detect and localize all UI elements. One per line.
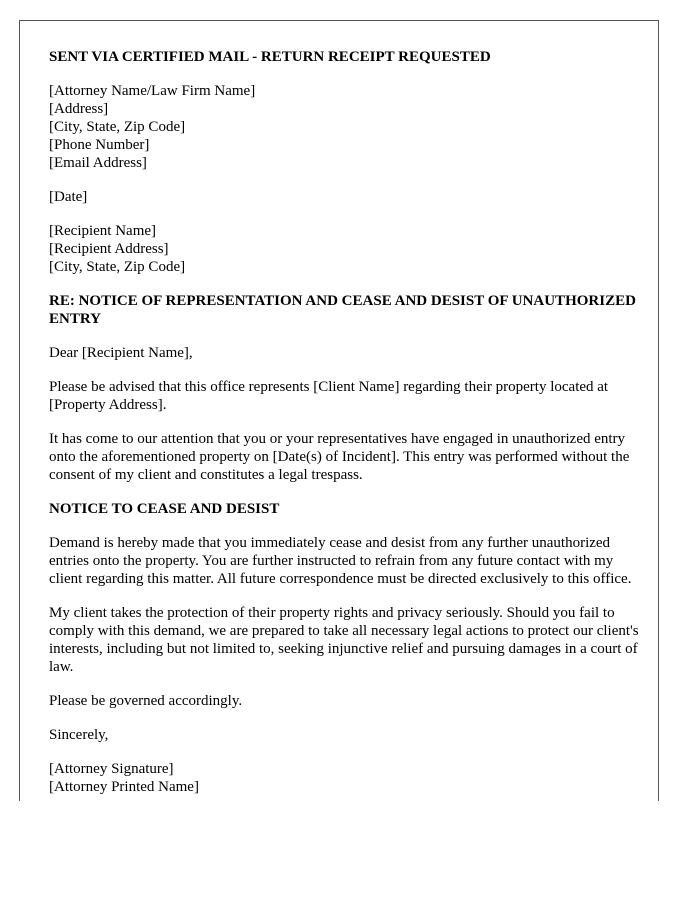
letter-page <box>19 20 659 801</box>
sender-city-state-zip: [City, State, Zip Code] <box>49 119 186 135</box>
letter-content <box>49 48 639 801</box>
recipient-block <box>49 222 639 276</box>
closing: Sincerely, <box>49 727 109 743</box>
paragraph-governed: Please be governed accordingly. <box>49 693 243 709</box>
subject-line: RE: NOTICE OF REPRESENTATION AND CEASE AND DESIST OF UNAUTHORIZED ENTRY <box>49 293 636 327</box>
sender-email: [Email Address] <box>49 155 147 171</box>
sender-address: [Address] <box>49 101 109 117</box>
recipient-name: [Recipient Name] <box>49 223 157 239</box>
sender-name: [Attorney Name/Law Firm Name] <box>49 83 256 99</box>
paragraph-consequences: My client takes the protection of their property rights and privacy seriously. Should you fail to comply with this demand, we are prepared to take all necessary legal actions to protect our client's interests, including but not limited to, seeking injunctive relief and pursuing damages in a court of law. <box>49 605 639 675</box>
section-heading: NOTICE TO CEASE AND DESIST <box>49 501 280 517</box>
recipient-city-state-zip: [City, State, Zip Code] <box>49 259 186 275</box>
letter-date: [Date] <box>49 189 88 205</box>
recipient-address: [Recipient Address] <box>49 241 169 257</box>
sender-block <box>49 82 639 172</box>
paragraph-incident: It has come to our attention that you or your representatives have engaged in unauthorized entry onto the aforementioned property on [Date(s) of Incident]. This entry was performed without the consent of my client and constitutes a legal trespass. <box>49 431 630 483</box>
sender-phone: [Phone Number] <box>49 137 150 153</box>
salutation: Dear [Recipient Name], <box>49 345 193 361</box>
signature-block <box>49 760 639 796</box>
paragraph-representation: Please be advised that this office represents [Client Name] regarding their property located at [Property Address]. <box>49 379 609 413</box>
attorney-printed-name: [Attorney Printed Name] <box>49 779 199 795</box>
attorney-signature: [Attorney Signature] <box>49 761 174 777</box>
delivery-notice: SENT VIA CERTIFIED MAIL - RETURN RECEIPT REQUESTED <box>49 49 491 65</box>
paragraph-demand: Demand is hereby made that you immediately cease and desist from any further unauthorized entries onto the property. You are further instructed to refrain from any future contact with my client regarding this matter. All future correspondence must be directed exclusively to this office. <box>49 535 632 587</box>
